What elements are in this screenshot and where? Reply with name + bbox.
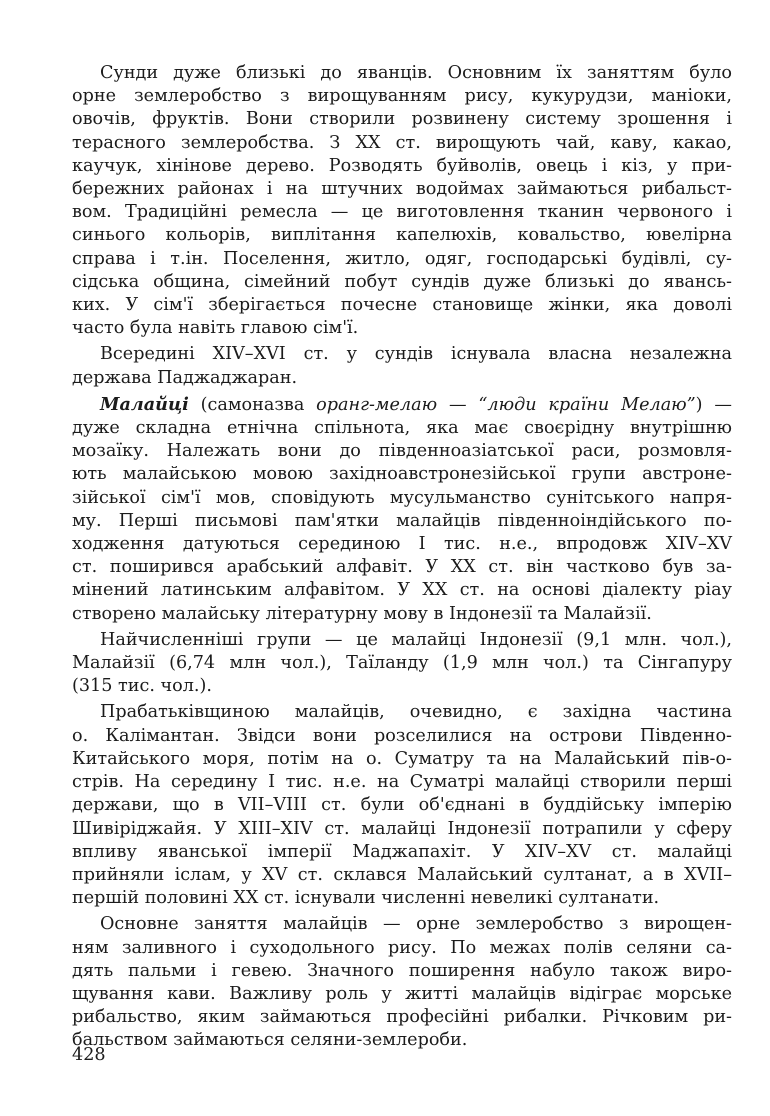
text-line: (315 тис. чол.). — [72, 676, 212, 697]
text-line: справа і т.ін. Поселення, житло, одяг, господарські будівлі, су- — [72, 248, 732, 269]
text-line: му. Перші письмові пам'ятки малайців південноіндійського по- — [72, 510, 732, 531]
body-text — [72, 62, 732, 1053]
text-line: Всередині XIV–XVI ст. у сундів існувала власна незалежна — [100, 344, 732, 365]
text-line: прийняли іслам, у XV ст. склався Малайський султанат, а в XVII– — [72, 864, 732, 885]
text-line: овочів, фруктів. Вони створили розвинену систему зрошення і — [72, 109, 732, 130]
paragraph-malays — [72, 393, 732, 626]
text-line: каучук, хінінове дерево. Розводять буйволів, овець і кіз, у при- — [72, 155, 732, 176]
text-line: орне землеробство з вирощуванням рису, кукурудзи, маніоки, — [72, 86, 732, 107]
text-line: Малайзії (6,74 млн чол.), Таїланду (1,9 млн чол.) та Сінгапуру — [72, 653, 732, 674]
text-line: ходження датуються серединою I тис. н.е., впродовж XIV–XV — [72, 534, 732, 555]
text-line: зійської сім'ї мов, сповідують мусульманство сунітського напря- — [72, 487, 732, 508]
text-line: ких. У сім'ї зберігається почесне становище жінки, яка доволі — [72, 295, 732, 316]
text-line: мозаїку. Належать вони до південноазіатської раси, розмовля- — [72, 441, 732, 462]
text-line: впливу яванської імперії Маджапахіт. У XIV–XV ст. малайці — [72, 841, 732, 862]
paragraph-largest-groups — [72, 629, 732, 699]
text-line: дять пальми і гевею. Значного поширення набуло також виро- — [72, 960, 732, 981]
text-line: Найчисленніші групи — це малайці Індонезії (9,1 млн. чол.), — [100, 629, 732, 650]
text-fragment: ) — — [695, 394, 732, 415]
text-line: першій половині XX ст. існували численні невеликі султанати. — [72, 888, 660, 909]
text-line: ст. поширився арабський алфавіт. У XX ст. він частково був за- — [72, 557, 732, 578]
text-line: Прабатьківщиною малайців, очевидно, є західна частина — [100, 702, 732, 723]
text-line: Основне заняття малайців — орне землеробство з вирощен- — [100, 914, 732, 935]
paragraph-malay-occupations — [72, 913, 732, 1052]
text-line: стрів. На середину I тис. н.е. на Суматрі малайці створили перші — [72, 772, 732, 793]
text-line: щування кави. Важливу роль у житті малайців відіграє морське — [72, 983, 732, 1004]
text-line: мінений латинським алфавітом. У XX ст. на основі діалекту ріау — [72, 580, 732, 601]
text-line: Китайського моря, потім на о. Суматру та на Малайський пів-о- — [72, 748, 732, 769]
text-line: створено малайську літературну мову в Індонезії та Малайзії. — [72, 603, 652, 624]
text-line: терасного землеробства. З XX ст. вирощують чай, каву, какао, — [72, 132, 732, 153]
self-name-italic: оранг-мелаю — “люди країни Мелаю” — [316, 394, 696, 415]
paragraph-sundanese-economy — [72, 62, 732, 340]
paragraph-homeland-history — [72, 701, 732, 910]
text-line-lead — [72, 393, 732, 417]
text-line: вом. Традиційні ремесла — це виготовлення тканин червоного і — [72, 202, 732, 223]
page-number: 428 — [72, 1045, 106, 1065]
text-line: о. Калімантан. Звідси вони розселилися на острови Південно- — [72, 725, 732, 746]
text-line: Сунди дуже близькі до яванців. Основним їх заняттям було — [100, 63, 732, 83]
text-line: бальством займаються селяни-землероби. — [72, 1030, 468, 1051]
text-line: сідська община, сімейний побут сундів дуже близькі до явансь- — [72, 271, 732, 292]
paragraph-pajajaran — [72, 343, 732, 389]
text-line: часто була навіть главою сім'ї. — [72, 318, 359, 339]
term-malays: Малайці — [100, 393, 189, 415]
text-fragment: (самоназва — [188, 394, 317, 415]
text-line: держава Паджаджаран. — [72, 367, 298, 388]
text-line: держави, що в VII–VIII ст. були об'єднані в буддійську імперію — [72, 795, 732, 816]
text-line: дуже складна етнічна спільнота, яка має своєрідну внутрішню — [72, 418, 732, 439]
text-line: ням заливного і суходольного рису. По межах полів селяни са- — [72, 937, 732, 958]
text-line: рибальство, яким займаються професійні рибалки. Річковим ри- — [72, 1007, 732, 1028]
text-line: бережних районах і на штучних водоймах займаються рибальст- — [72, 179, 732, 200]
text-line: Шивіріджайя. У XIII–XIV ст. малайці Індонезії потрапили у сферу — [72, 818, 732, 839]
text-line: ють малайською мовою західноавстронезійської групи австроне- — [72, 464, 732, 485]
text-line: синього кольорів, виплітання капелюхів, ковальство, ювелірна — [72, 225, 732, 246]
